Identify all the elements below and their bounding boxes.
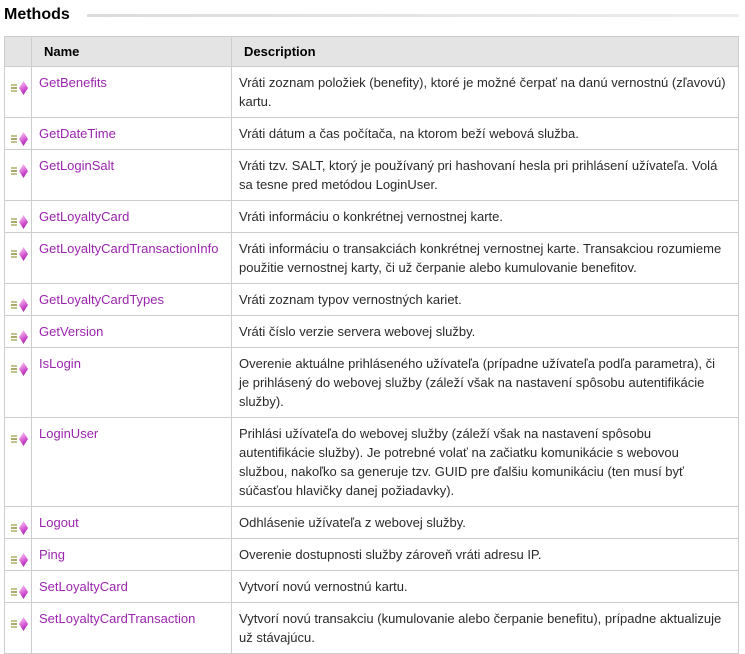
method-icon-cell [5,348,32,418]
section-title-rule [87,14,739,17]
public-method-icon [11,330,28,344]
method-link[interactable]: SetLoyaltyCardTransaction [39,611,196,626]
method-icon-diamond [19,617,28,631]
method-name-cell [32,603,232,654]
method-name-cell [32,418,232,507]
method-link[interactable]: GetBenefits [39,75,107,90]
method-icon-cell [5,418,32,507]
public-method-icon [11,164,28,178]
method-icon-cell [5,539,32,571]
method-name-cell [32,348,232,418]
page-title: Methods [4,6,70,23]
method-link[interactable]: Ping [39,547,66,562]
method-description: Overenie dostupnosti služby zároveň vráti adresu IP. [232,539,739,571]
icon-column-header [5,37,32,67]
method-description: Prihlási užívateľa do webovej služby (záleží však na nastavení spôsobu autentifikácie služby). Je potrebné volať na začiatku komunikácie s webovou službou, nakoľko sa generuje tzv. GUID pre ďalšiu komunikáciu (ten musí byť súčasťou hlavičky danej požiadavky). [232,418,739,507]
method-link[interactable]: Logout [39,515,79,530]
public-method-icon [11,247,28,261]
public-method-icon [11,521,28,535]
method-link[interactable]: GetLoginSalt [39,158,115,173]
method-name-cell [32,284,232,316]
method-icon-diamond [19,330,28,344]
table-row [5,539,739,571]
method-icon-cell [5,201,32,233]
method-link[interactable]: LoginUser [39,426,99,441]
method-icon-diamond [19,132,28,146]
public-method-icon [11,362,28,376]
methods-table-body [5,67,739,654]
method-icon-diamond [19,585,28,599]
method-icon-cell [5,67,32,118]
method-description: Vráti číslo verzie servera webovej služby. [232,316,739,348]
method-icon-motion-lines [11,253,17,255]
method-name-cell [32,539,232,571]
method-link[interactable]: GetLoyaltyCard [39,209,130,224]
public-method-icon [11,298,28,312]
method-icon-motion-lines [11,336,17,338]
method-name-cell [32,150,232,201]
table-row [5,201,739,233]
public-method-icon [11,617,28,631]
method-name-cell [32,67,232,118]
method-icon-cell [5,284,32,316]
method-icon-diamond [19,215,28,229]
method-name-cell [32,118,232,150]
method-icon-motion-lines [11,527,17,529]
public-method-icon [11,215,28,229]
method-description: Vráti dátum a čas počítača, na ktorom beží webová služba. [232,118,739,150]
table-row [5,67,739,118]
method-icon-motion-lines [11,559,17,561]
method-icon-diamond [19,521,28,535]
method-name-cell [32,507,232,539]
method-icon-cell [5,507,32,539]
method-name-cell [32,316,232,348]
methods-table [4,36,739,654]
method-icon-motion-lines [11,438,17,440]
public-method-icon [11,585,28,599]
method-icon-cell [5,233,32,284]
method-description: Vytvorí novú transakciu (kumulovanie alebo čerpanie benefitu), prípadne aktualizuje už stávajúcu. [232,603,739,654]
method-name-cell [32,571,232,603]
table-header-row [5,37,739,67]
method-icon-diamond [19,298,28,312]
method-link[interactable]: GetDateTime [39,126,116,141]
table-row [5,348,739,418]
method-icon-cell [5,603,32,654]
method-description: Vytvorí novú vernostnú kartu. [232,571,739,603]
description-column-header: Description [232,37,739,67]
table-row [5,118,739,150]
method-link[interactable]: GetLoyaltyCardTypes [39,292,165,307]
method-icon-diamond [19,432,28,446]
method-description: Overenie aktuálne prihláseného užívateľa (prípadne užívateľa podľa parametra), či je prihlásený do webovej služby (záleží však na nastavení spôsobu autentifikácie služby). [232,348,739,418]
table-row [5,418,739,507]
method-icon-cell [5,571,32,603]
method-name-cell [32,201,232,233]
method-icon-cell [5,316,32,348]
table-row [5,571,739,603]
method-description: Odhlásenie užívateľa z webovej služby. [232,507,739,539]
method-icon-diamond [19,247,28,261]
table-row [5,233,739,284]
method-description: Vráti informáciu o konkrétnej vernostnej karte. [232,201,739,233]
method-description: Vráti informáciu o transakciách konkrétnej vernostnej karte. Transakciou rozumieme použitie vernostnej karty, či už čerpanie alebo kumulovanie benefitov. [232,233,739,284]
name-column-header: Name [32,37,232,67]
method-icon-motion-lines [11,87,17,89]
table-row [5,507,739,539]
method-description: Vráti zoznam položiek (benefity), ktoré je možné čerpať na danú vernostnú (zľavovú) kartu. [232,67,739,118]
table-row [5,603,739,654]
method-icon-diamond [19,362,28,376]
method-description: Vráti tzv. SALT, ktorý je používaný pri hashovaní hesla pri prihlásení užívateľa. Volá sa tesne pred metódou LoginUser. [232,150,739,201]
public-method-icon [11,81,28,95]
method-icon-motion-lines [11,170,17,172]
public-method-icon [11,553,28,567]
table-row [5,284,739,316]
method-link[interactable]: IsLogin [39,356,81,371]
methods-section-header [4,4,739,26]
table-row [5,150,739,201]
method-icon-motion-lines [11,221,17,223]
method-icon-cell [5,118,32,150]
table-row [5,316,739,348]
method-icon-diamond [19,164,28,178]
method-icon-motion-lines [11,138,17,140]
method-link[interactable]: GetLoyaltyCardTransactionInfo [39,241,219,256]
method-icon-diamond [19,553,28,567]
method-link[interactable]: GetVersion [39,324,104,339]
method-link[interactable]: SetLoyaltyCard [39,579,128,594]
public-method-icon [11,132,28,146]
method-icon-motion-lines [11,591,17,593]
method-name-cell [32,233,232,284]
method-icon-cell [5,150,32,201]
public-method-icon [11,432,28,446]
method-description: Vráti zoznam typov vernostných kariet. [232,284,739,316]
method-icon-motion-lines [11,304,17,306]
method-icon-diamond [19,81,28,95]
method-icon-motion-lines [11,368,17,370]
